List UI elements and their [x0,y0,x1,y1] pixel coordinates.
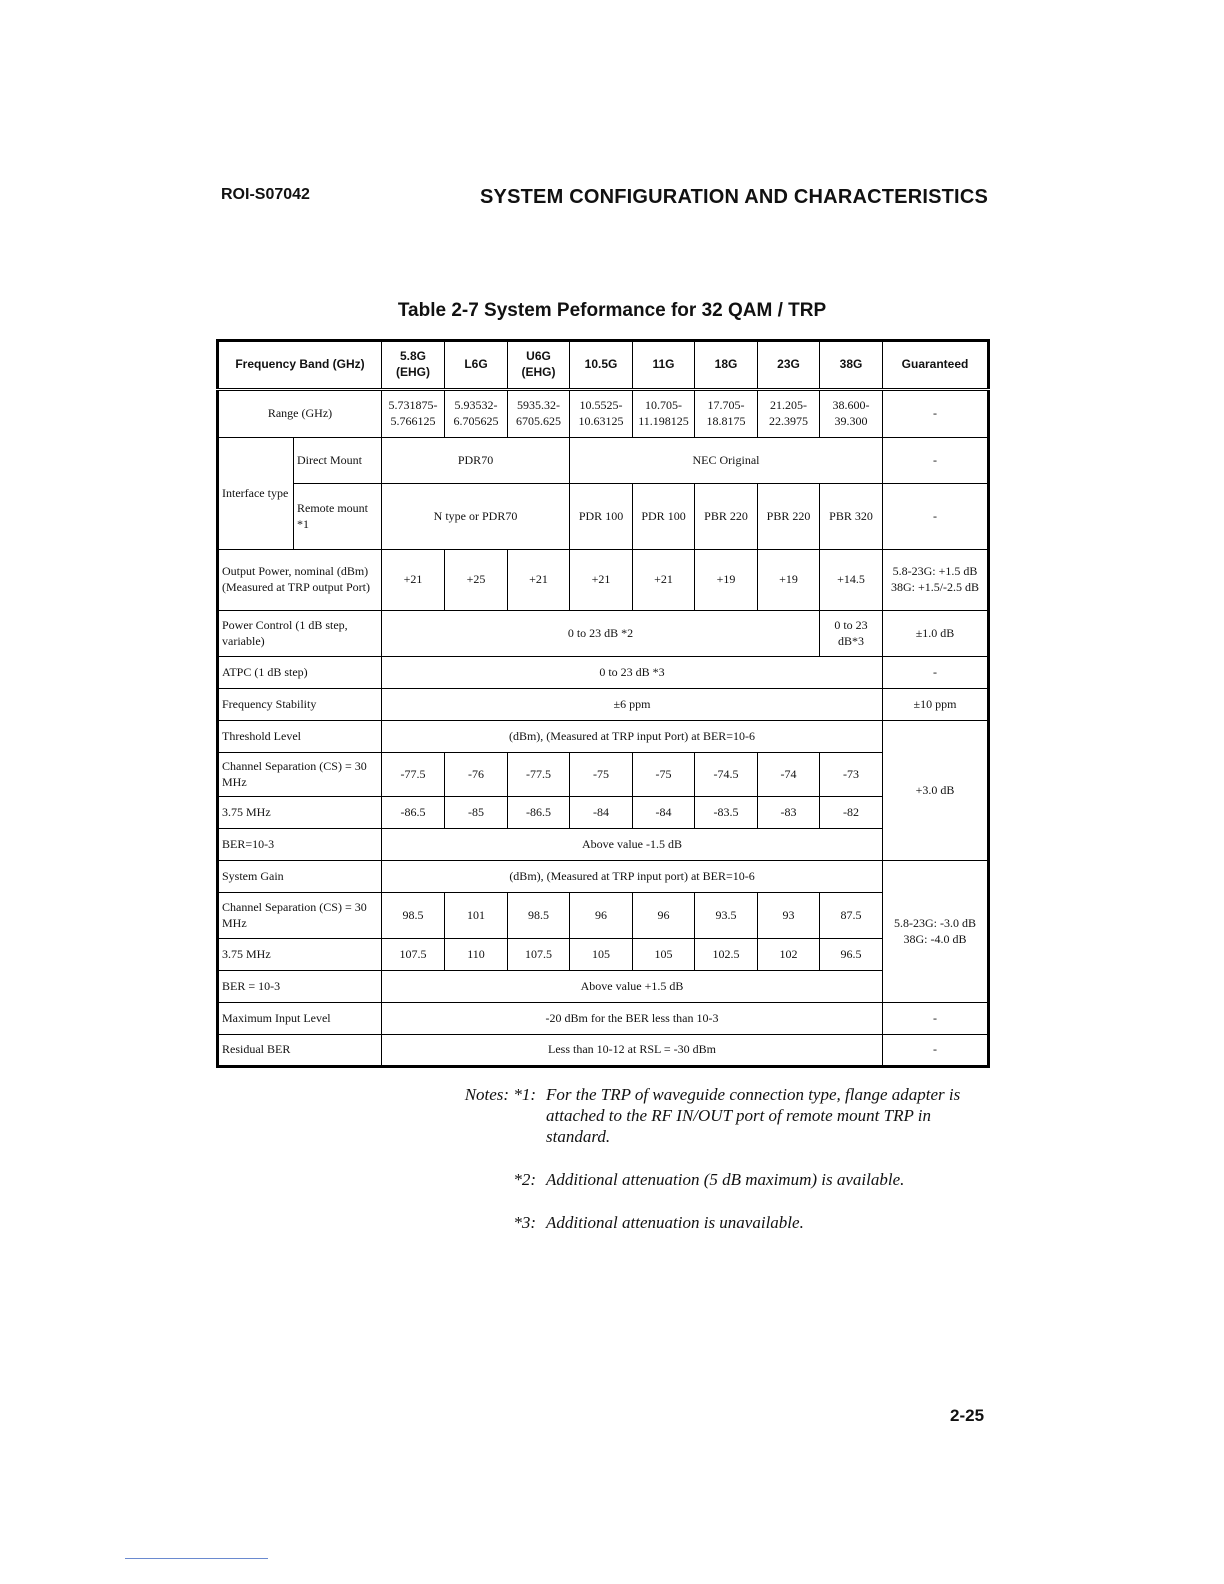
cell: Less than 10-12 at RSL = -30 dBm [382,1035,883,1067]
note-item [450,1212,995,1233]
row-label: BER = 10-3 [218,971,382,1003]
performance-table [216,339,990,1068]
row-label: Channel Separation (CS) = 30 MHz [218,753,382,797]
band-col: 11G [633,341,695,390]
cell: 38.600-39.300 [820,390,883,438]
cell: 102.5 [695,939,758,971]
note-mark: Notes: *1: [464,1085,536,1104]
cell: ±6 ppm [382,689,883,721]
sub-label: Remote mount *1 [294,484,382,550]
cell: +21 [382,550,445,611]
table-row-interface-remote [218,484,989,550]
table-notes [450,1084,995,1255]
table-row-system-gain-cs30 [218,893,989,939]
cell: 105 [633,939,695,971]
cell: +21 [508,550,570,611]
band-col: 23G [758,341,820,390]
row-label: System Gain [218,861,382,893]
cell: 0 to 23 dB *2 [382,611,820,657]
cell: 0 to 23 dB *3 [382,657,883,689]
note-item [450,1169,995,1190]
cell: +21 [570,550,633,611]
band-col: 38G [820,341,883,390]
cell: 101 [445,893,508,939]
cell: N type or PDR70 [382,484,570,550]
cell: -86.5 [508,797,570,829]
cell: 0 to 23 dB*3 [820,611,883,657]
cell: +25 [445,550,508,611]
table-header-row [218,341,989,390]
row-label: Frequency Stability [218,689,382,721]
cell: (dBm), (Measured at TRP input port) at BER=10-6 [382,861,883,893]
cell: 102 [758,939,820,971]
guaranteed-cell: - [883,390,989,438]
cell: PBR 220 [758,484,820,550]
table-row-threshold-cs375 [218,797,989,829]
cell: (dBm), (Measured at TRP input Port) at BER=10-6 [382,721,883,753]
cell: 87.5 [820,893,883,939]
row-label: Interface type [218,438,294,550]
table-row-threshold-cs30 [218,753,989,797]
cell: 96.5 [820,939,883,971]
cell: PDR 100 [633,484,695,550]
cell: 105 [570,939,633,971]
cell: 5935.32-6705.625 [508,390,570,438]
cell: -76 [445,753,508,797]
cell: 10.5525-10.63125 [570,390,633,438]
row-label: 3.75 MHz [218,797,382,829]
row-label: Residual BER [218,1035,382,1067]
cell: 96 [570,893,633,939]
cell: -75 [633,753,695,797]
table-caption: Table 2-7 System Peformance for 32 QAM / TRP [397,300,827,321]
guaranteed-cell: +3.0 dB [883,721,989,861]
cell: 107.5 [508,939,570,971]
cell: 96 [633,893,695,939]
cell: -83.5 [695,797,758,829]
cell: Above value +1.5 dB [382,971,883,1003]
cell: 93.5 [695,893,758,939]
table-row-system-gain-cs375 [218,939,989,971]
band-col: 10.5G [570,341,633,390]
table-row-max-input [218,1003,989,1035]
cell: +14.5 [820,550,883,611]
note-item [450,1084,995,1147]
cell: -83 [758,797,820,829]
footnote-divider [125,1558,268,1559]
cell: -84 [633,797,695,829]
cell: -82 [820,797,883,829]
table-row-threshold-ber [218,829,989,861]
row-label: 3.75 MHz [218,939,382,971]
cell: -85 [445,797,508,829]
guaranteed-cell: - [883,484,989,550]
cell: 107.5 [382,939,445,971]
guaranteed-cell: 5.8-23G: -3.0 dB 38G: -4.0 dB [883,861,989,1003]
note-text: Additional attenuation (5 dB maximum) is available. [546,1170,905,1189]
band-col: U6G (EHG) [508,341,570,390]
table-row-frequency-stability [218,689,989,721]
cell: 98.5 [508,893,570,939]
cell: 93 [758,893,820,939]
cell: -20 dBm for the BER less than 10-3 [382,1003,883,1035]
guaranteed-cell: ±1.0 dB [883,611,989,657]
table-row-threshold [218,721,989,753]
cell: -77.5 [382,753,445,797]
cell: 5.93532-6.705625 [445,390,508,438]
note-mark: *3: [513,1213,536,1232]
cell: 98.5 [382,893,445,939]
row-label: Threshold Level [218,721,382,753]
guaranteed-cell: - [883,438,989,484]
band-col: L6G [445,341,508,390]
note-text: For the TRP of waveguide connection type, flange adapter is attached to the RF IN/OUT port of remote mount TRP in standard. [546,1085,961,1146]
guaranteed-cell: - [883,657,989,689]
section-title: SYSTEM CONFIGURATION AND CHARACTERISTICS [480,186,988,208]
guaranteed-cell: - [883,1003,989,1035]
cell: +21 [633,550,695,611]
guaranteed-cell: - [883,1035,989,1067]
document-id: ROI-S07042 [221,186,310,203]
row-label: Maximum Input Level [218,1003,382,1035]
row-label: BER=10-3 [218,829,382,861]
page-number: 2-25 [950,1406,985,1425]
band-header: Frequency Band (GHz) [218,341,382,390]
guaranteed-cell: ±10 ppm [883,689,989,721]
table-row-power-control [218,611,989,657]
note-mark: *2: [513,1170,536,1189]
table-row-interface-direct [218,438,989,484]
row-label: Output Power, nominal (dBm) (Measured at TRP output Port) [218,550,382,611]
cell: -77.5 [508,753,570,797]
cell: NEC Original [570,438,883,484]
row-label: Range (GHz) [218,390,382,438]
cell: -86.5 [382,797,445,829]
cell: -84 [570,797,633,829]
cell: PDR 100 [570,484,633,550]
row-label: Power Control (1 dB step, variable) [218,611,382,657]
cell: -74 [758,753,820,797]
cell: 17.705-18.8175 [695,390,758,438]
cell: Above value -1.5 dB [382,829,883,861]
table-row-atpc [218,657,989,689]
cell: -73 [820,753,883,797]
cell: PBR 320 [820,484,883,550]
guaranteed-header: Guaranteed [883,341,989,390]
guaranteed-cell: 5.8-23G: +1.5 dB 38G: +1.5/-2.5 dB [883,550,989,611]
cell: 10.705-11.198125 [633,390,695,438]
cell: PBR 220 [695,484,758,550]
band-col: 5.8G (EHG) [382,341,445,390]
note-text: Additional attenuation is unavailable. [546,1213,804,1232]
cell: 21.205-22.3975 [758,390,820,438]
sub-label: Direct Mount [294,438,382,484]
cell: 110 [445,939,508,971]
table-row-system-gain [218,861,989,893]
cell: -74.5 [695,753,758,797]
table-row-system-gain-ber [218,971,989,1003]
cell: +19 [758,550,820,611]
cell: +19 [695,550,758,611]
cell: 5.731875-5.766125 [382,390,445,438]
table-row-range [218,390,989,438]
cell: -75 [570,753,633,797]
cell: PDR70 [382,438,570,484]
table-row-output-power [218,550,989,611]
row-label: Channel Separation (CS) = 30 MHz [218,893,382,939]
table-row-residual-ber [218,1035,989,1067]
band-col: 18G [695,341,758,390]
row-label: ATPC (1 dB step) [218,657,382,689]
